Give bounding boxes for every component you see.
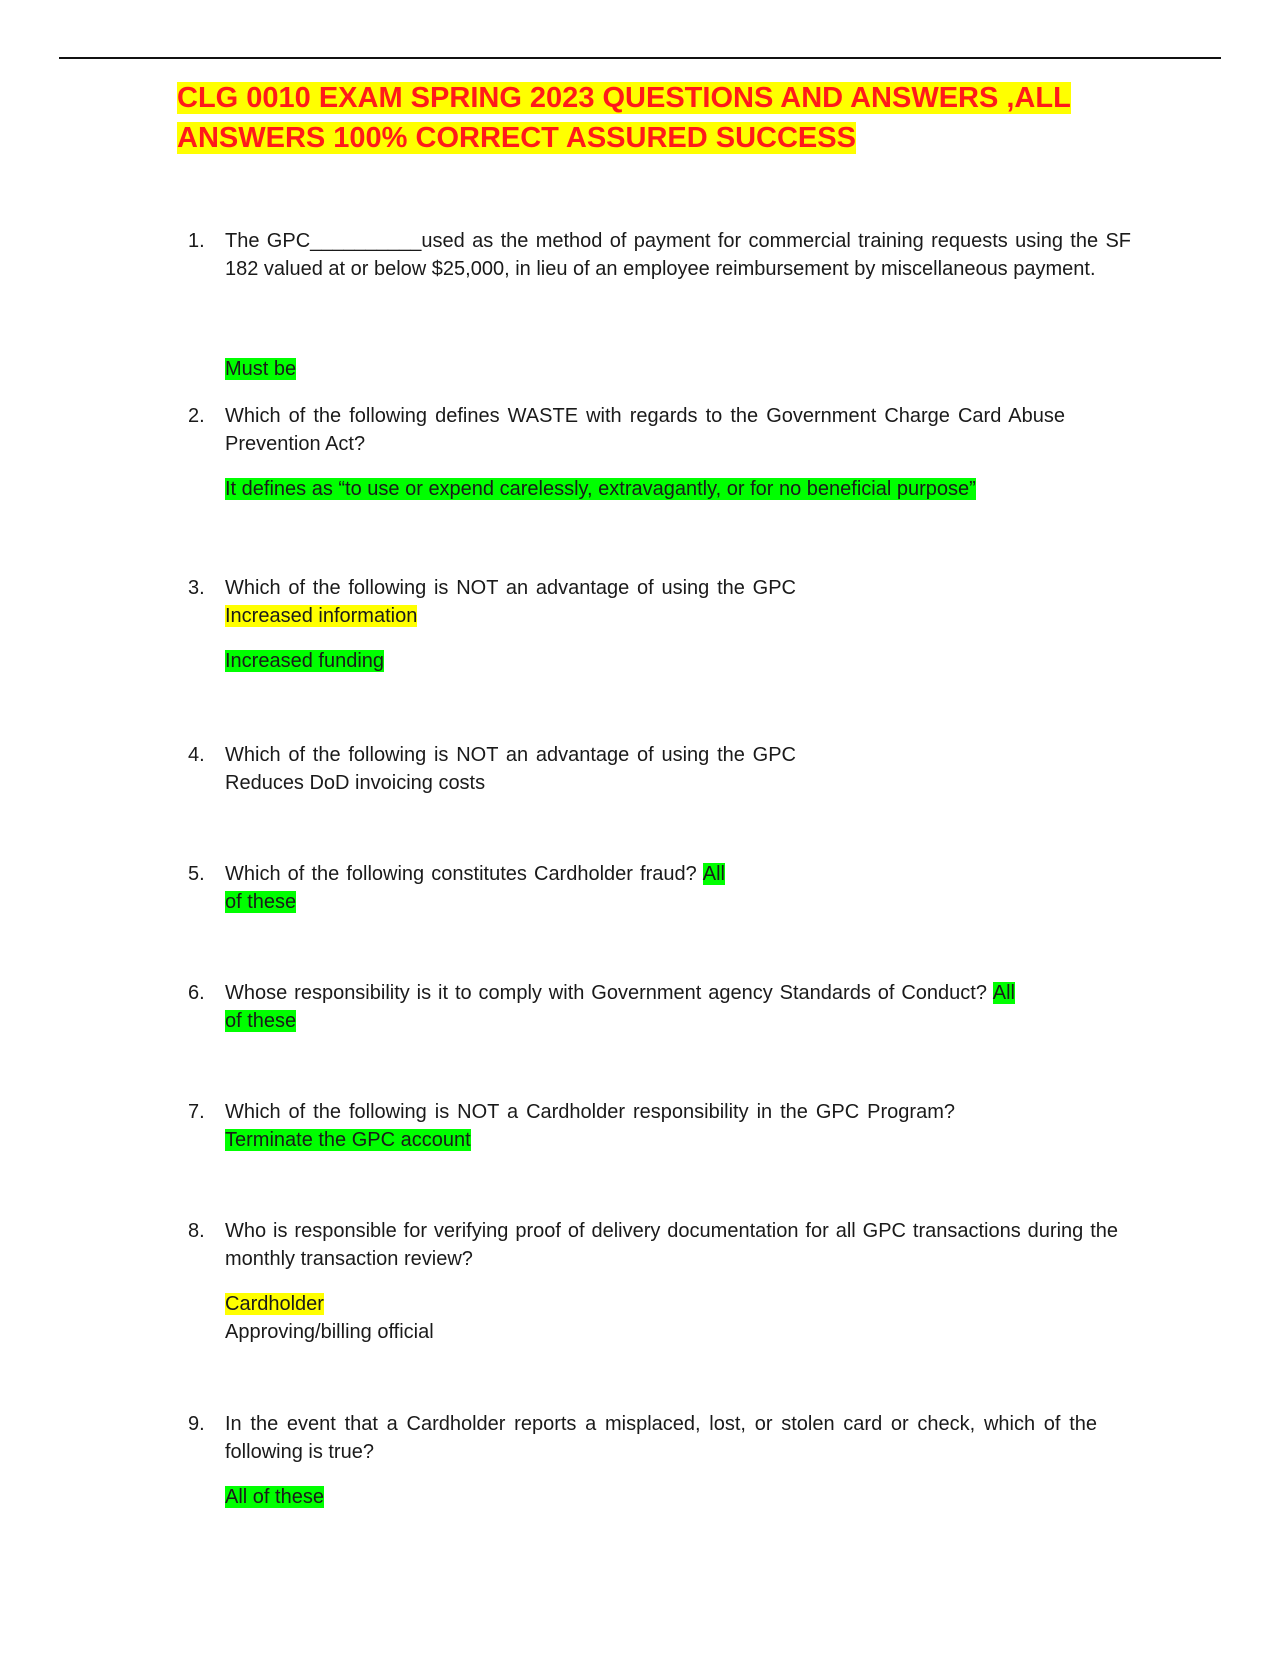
header-rule — [59, 57, 1221, 59]
question-number: 7. — [188, 1101, 205, 1123]
question-text: Which of the following is NOT a Cardholder responsibility in the GPC Program? Terminate the GPC account — [225, 1101, 955, 1151]
question-number: 4. — [188, 744, 205, 766]
inline-answer: Terminate the GPC account — [225, 1129, 471, 1151]
inline-answer: All of these — [225, 982, 1015, 1032]
question-number: 8. — [188, 1220, 205, 1242]
question-number: 9. — [188, 1413, 205, 1435]
answer-1 — [225, 355, 296, 383]
answer-text: It defines as “to use or expend carelessly, extravagantly, or for no beneficial purpose” — [225, 478, 976, 500]
question-text: Which of the following is NOT an advantage of using the GPC Increased information — [225, 577, 796, 627]
question-number: 5. — [188, 863, 205, 885]
question-text: In the event that a Cardholder reports a misplaced, lost, or stolen card or check, which of the following is true? — [225, 1413, 1097, 1463]
question-text: Who is responsible for verifying proof of delivery documentation for all GPC transactions during the monthly transaction review? — [225, 1220, 1118, 1270]
answer-2 — [225, 475, 976, 503]
question-text: The GPC__________used as the method of payment for commercial training requests using the SF 182 valued at or below $25,000, in lieu of an employee reimbursement by miscellaneous payment. — [225, 230, 1131, 280]
question-number: 3. — [188, 577, 205, 599]
document-title — [177, 78, 1137, 158]
question-number: 1. — [188, 230, 205, 252]
question-text: Which of the following defines WASTE with regards to the Government Charge Card Abuse Prevention Act? — [225, 405, 1065, 455]
title-line-1: CLG 0010 EXAM SPRING 2023 QUESTIONS AND ANSWERS ,ALL — [177, 82, 1071, 114]
answer-text: Cardholder — [225, 1293, 324, 1315]
answer-3 — [225, 647, 384, 675]
question-text: Whose responsibility is it to comply with Government agency Standards of Conduct? All of these — [225, 982, 1015, 1032]
answer-extra-text: Approving/billing official — [225, 1321, 434, 1343]
question-text: Which of the following is NOT an advantage of using the GPC Reduces DoD invoicing costs — [225, 744, 796, 794]
question-number: 6. — [188, 982, 205, 1004]
question-text: Which of the following constitutes Cardholder fraud? All of these — [225, 863, 725, 913]
question-number: 2. — [188, 405, 205, 427]
answer-9 — [225, 1483, 324, 1511]
answer-text: Increased funding — [225, 650, 385, 672]
answer-text: Must be — [225, 358, 297, 380]
title-line-2: ANSWERS 100% CORRECT ASSURED SUCCESS — [177, 122, 856, 154]
inline-answer: Increased information — [225, 605, 418, 627]
inline-answer: All of these — [225, 863, 725, 913]
answer-text: All of these — [225, 1486, 324, 1508]
answer-8 — [225, 1290, 434, 1346]
